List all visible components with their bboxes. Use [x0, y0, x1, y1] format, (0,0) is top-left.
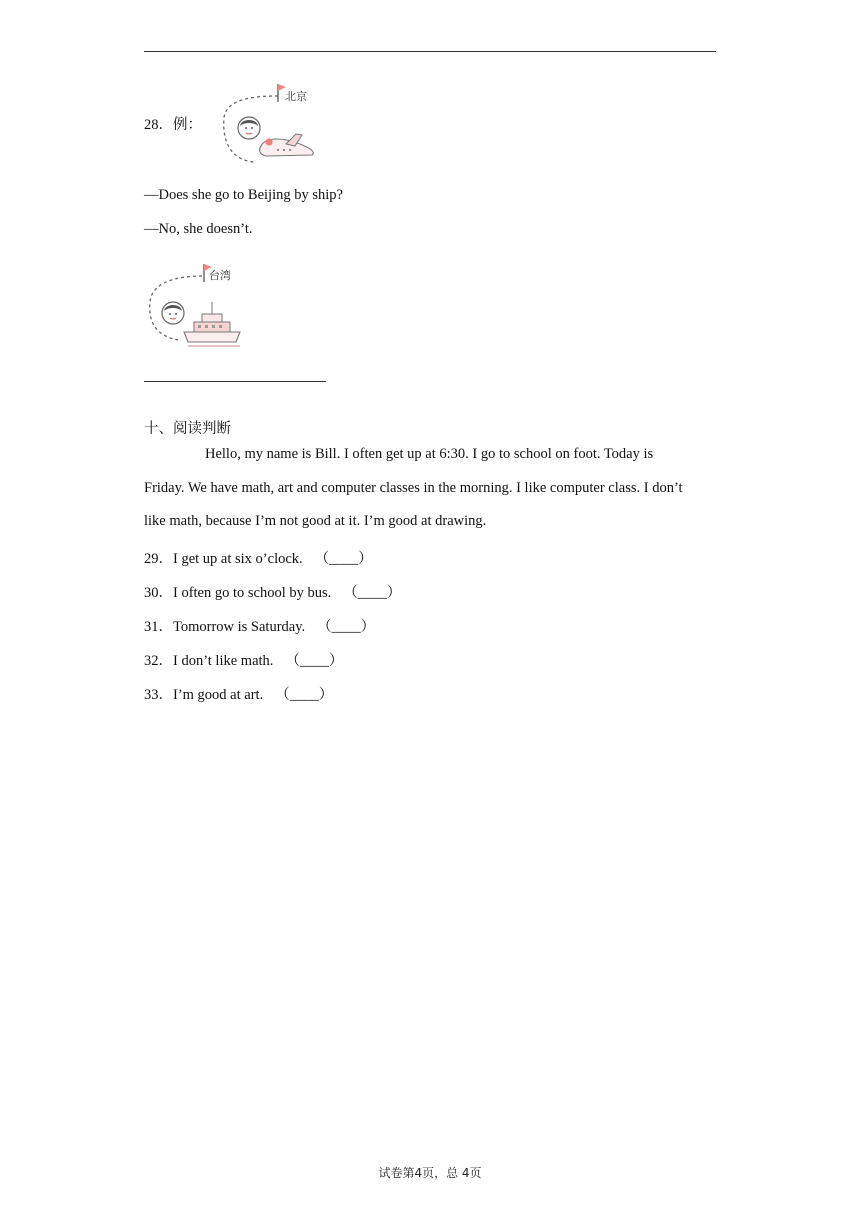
- question-29: [144, 547, 373, 568]
- passage-line-1: Hello, my name is Bill. I often get up at 6:30. I go to school on foot. Today is: [205, 446, 654, 462]
- answer-blank[interactable]: （____）: [317, 619, 376, 635]
- flag-label-taiwan: 台湾: [209, 269, 231, 282]
- passage-line-3: like math, because I’m not good at it. I’m good at drawing.: [144, 513, 487, 529]
- question-text: 29．I get up at six o’clock.: [144, 551, 303, 567]
- question-32: [144, 649, 343, 670]
- page-footer: 试卷第4页，总 4页: [378, 1166, 482, 1180]
- answer-blank[interactable]: （____）: [285, 653, 344, 669]
- question-30: [144, 581, 401, 602]
- passage-line-2: Friday. We have math, art and computer classes in the morning. I like computer class. I don’t: [144, 480, 683, 496]
- question-text: 30．I often go to school by bus.: [144, 585, 332, 601]
- top-rule: [144, 51, 716, 52]
- boy-avatar-icon: [162, 302, 184, 324]
- section-title: 十、阅读判断: [144, 421, 231, 437]
- dialog-answer: —No, she doesn’t.: [144, 221, 253, 237]
- airplane-icon: [260, 134, 314, 156]
- answer-blank[interactable]: （____）: [275, 687, 334, 703]
- q28-label: 28．例：: [144, 117, 202, 133]
- question-33: [144, 683, 333, 704]
- girl-avatar-icon: [238, 117, 260, 139]
- question-text: 32．I don’t like math.: [144, 653, 274, 669]
- answer-blank[interactable]: （____）: [314, 551, 373, 567]
- question-text: 31．Tomorrow is Saturday.: [144, 619, 306, 635]
- flag-label-beijing: 北京: [285, 90, 307, 103]
- dialog-question: —Does she go to Beijing by ship?: [144, 187, 343, 203]
- plane-trip-illustration: [216, 80, 320, 168]
- question-31: [144, 615, 375, 636]
- answer-blank[interactable]: （____）: [343, 585, 402, 601]
- answer-line: [144, 381, 326, 382]
- ship-trip-illustration: [144, 260, 244, 350]
- question-text: 33．I’m good at art.: [144, 687, 264, 703]
- ship-icon: [184, 302, 240, 346]
